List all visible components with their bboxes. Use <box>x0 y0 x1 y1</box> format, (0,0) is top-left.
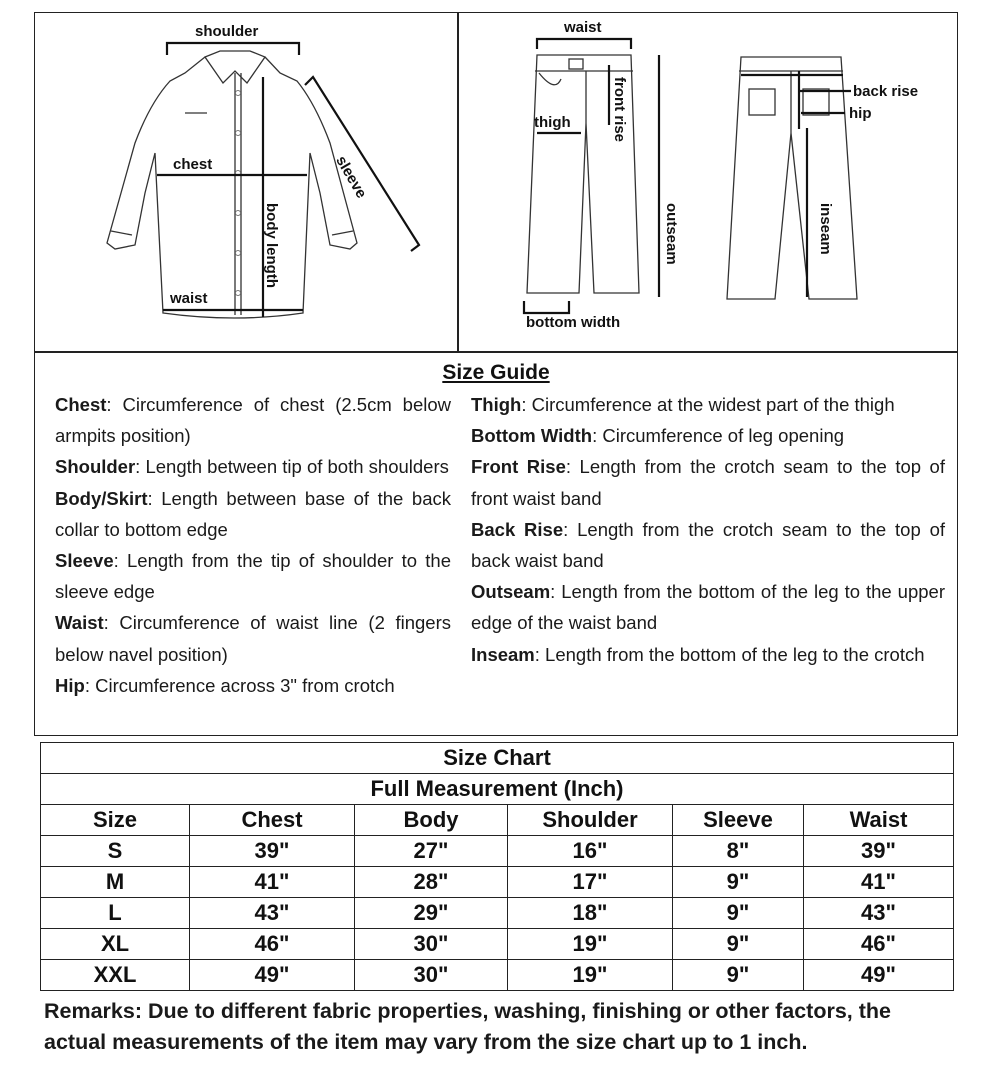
remarks-text: Remarks: Due to different fabric properties, washing, finishing or other factors, the actual measurements of the item may vary from the size chart up to 1 inch. <box>44 999 891 1054</box>
header-body: Body <box>355 805 508 836</box>
guide-item-body-skirt: Body/Skirt: Length between base of the back collar to bottom edge <box>55 487 451 540</box>
table-row <box>41 960 954 991</box>
shirt-diagram-panel <box>34 12 458 352</box>
cell-size: XL <box>41 929 190 960</box>
header-waist: Waist <box>804 805 954 836</box>
header-sleeve: Sleeve <box>673 805 804 836</box>
cell-sleeve: 9" <box>673 960 804 991</box>
body-length-label: body length <box>263 203 280 288</box>
guide-item-outseam: Outseam: Length from the bottom of the leg to the upper edge of the waist band <box>471 581 945 634</box>
cell-chest: 49" <box>190 960 355 991</box>
guide-item-waist: Waist: Circumference of waist line (2 fingers below navel position) <box>55 612 451 665</box>
cell-shoulder: 19" <box>508 929 673 960</box>
header-size: Size <box>41 805 190 836</box>
chest-label: chest <box>173 156 213 173</box>
header-shoulder: Shoulder <box>508 805 673 836</box>
table-row <box>41 929 954 960</box>
cell-waist: 49" <box>804 960 954 991</box>
cell-shoulder: 17" <box>508 867 673 898</box>
cell-size: XXL <box>41 960 190 991</box>
guide-item-sleeve: Sleeve: Length from the tip of shoulder to the sleeve edge <box>55 550 452 603</box>
size-chart-title: Size Chart <box>41 743 954 774</box>
size-guide-section <box>34 352 958 736</box>
size-guide-right-column <box>471 389 945 670</box>
size-chart-header-row <box>41 805 954 836</box>
cell-sleeve: 9" <box>673 898 804 929</box>
guide-item-back-rise: Back Rise: Length from the crotch seam to the top of back waist band <box>471 518 945 572</box>
thigh-label: thigh <box>534 114 571 131</box>
bottom-width-label: bottom width <box>526 314 621 331</box>
cell-waist: 41" <box>804 867 954 898</box>
cell-size: S <box>41 836 190 867</box>
cell-body: 30" <box>355 960 508 991</box>
cell-body: 27" <box>355 836 508 867</box>
guide-item-thigh: Thigh: Circumference at the widest part of the thigh <box>471 394 895 415</box>
header-chest: Chest <box>190 805 355 836</box>
size-chart-table <box>40 742 954 991</box>
cell-chest: 46" <box>190 929 355 960</box>
size-guide-title: Size Guide <box>442 361 550 384</box>
table-row <box>41 836 954 867</box>
inseam-label: inseam <box>817 203 834 255</box>
table-row <box>41 898 954 929</box>
cell-shoulder: 16" <box>508 836 673 867</box>
cell-waist: 46" <box>804 929 954 960</box>
cell-size: L <box>41 898 190 929</box>
guide-item-bottom-width: Bottom Width: Circumference of leg opening <box>471 425 845 447</box>
shirt-illustration <box>35 13 459 353</box>
cell-chest: 43" <box>190 898 355 929</box>
guide-item-chest: Chest: Circumference of chest (2.5cm below armpits position) <box>55 394 452 447</box>
cell-body: 30" <box>355 929 508 960</box>
shoulder-label: shoulder <box>195 23 259 40</box>
cell-body: 29" <box>355 898 508 929</box>
pants-diagram-panel <box>458 12 958 352</box>
guide-item-front-rise: Front Rise: Length from the crotch seam to the top of front waist band <box>471 456 945 509</box>
cell-shoulder: 19" <box>508 960 673 991</box>
guide-item-hip: Hip: Circumference across 3" from crotch <box>55 674 395 696</box>
shirt-waist-label: waist <box>170 290 208 307</box>
sleeve-label: sleeve <box>332 153 370 202</box>
hip-label: hip <box>849 105 872 122</box>
cell-chest: 39" <box>190 836 355 867</box>
cell-chest: 41" <box>190 867 355 898</box>
size-chart-subtitle: Full Measurement (Inch) <box>41 774 954 805</box>
cell-size: M <box>41 867 190 898</box>
size-guide-left-column <box>55 389 451 701</box>
guide-item-inseam: Inseam: Length from the bottom of the leg to the crotch <box>471 643 925 665</box>
pants-illustration <box>459 13 959 353</box>
front-rise-label: front rise <box>611 77 628 143</box>
cell-waist: 39" <box>804 836 954 867</box>
cell-body: 28" <box>355 867 508 898</box>
pants-waist-label: waist <box>564 19 602 36</box>
back-rise-label: back rise <box>853 83 919 100</box>
cell-sleeve: 8" <box>673 836 804 867</box>
table-row <box>41 867 954 898</box>
outseam-label: outseam <box>663 203 680 265</box>
cell-sleeve: 9" <box>673 867 804 898</box>
guide-item-shoulder: Shoulder: Length between tip of both shoulders <box>55 456 449 478</box>
cell-sleeve: 9" <box>673 929 804 960</box>
cell-waist: 43" <box>804 898 954 929</box>
cell-shoulder: 18" <box>508 898 673 929</box>
